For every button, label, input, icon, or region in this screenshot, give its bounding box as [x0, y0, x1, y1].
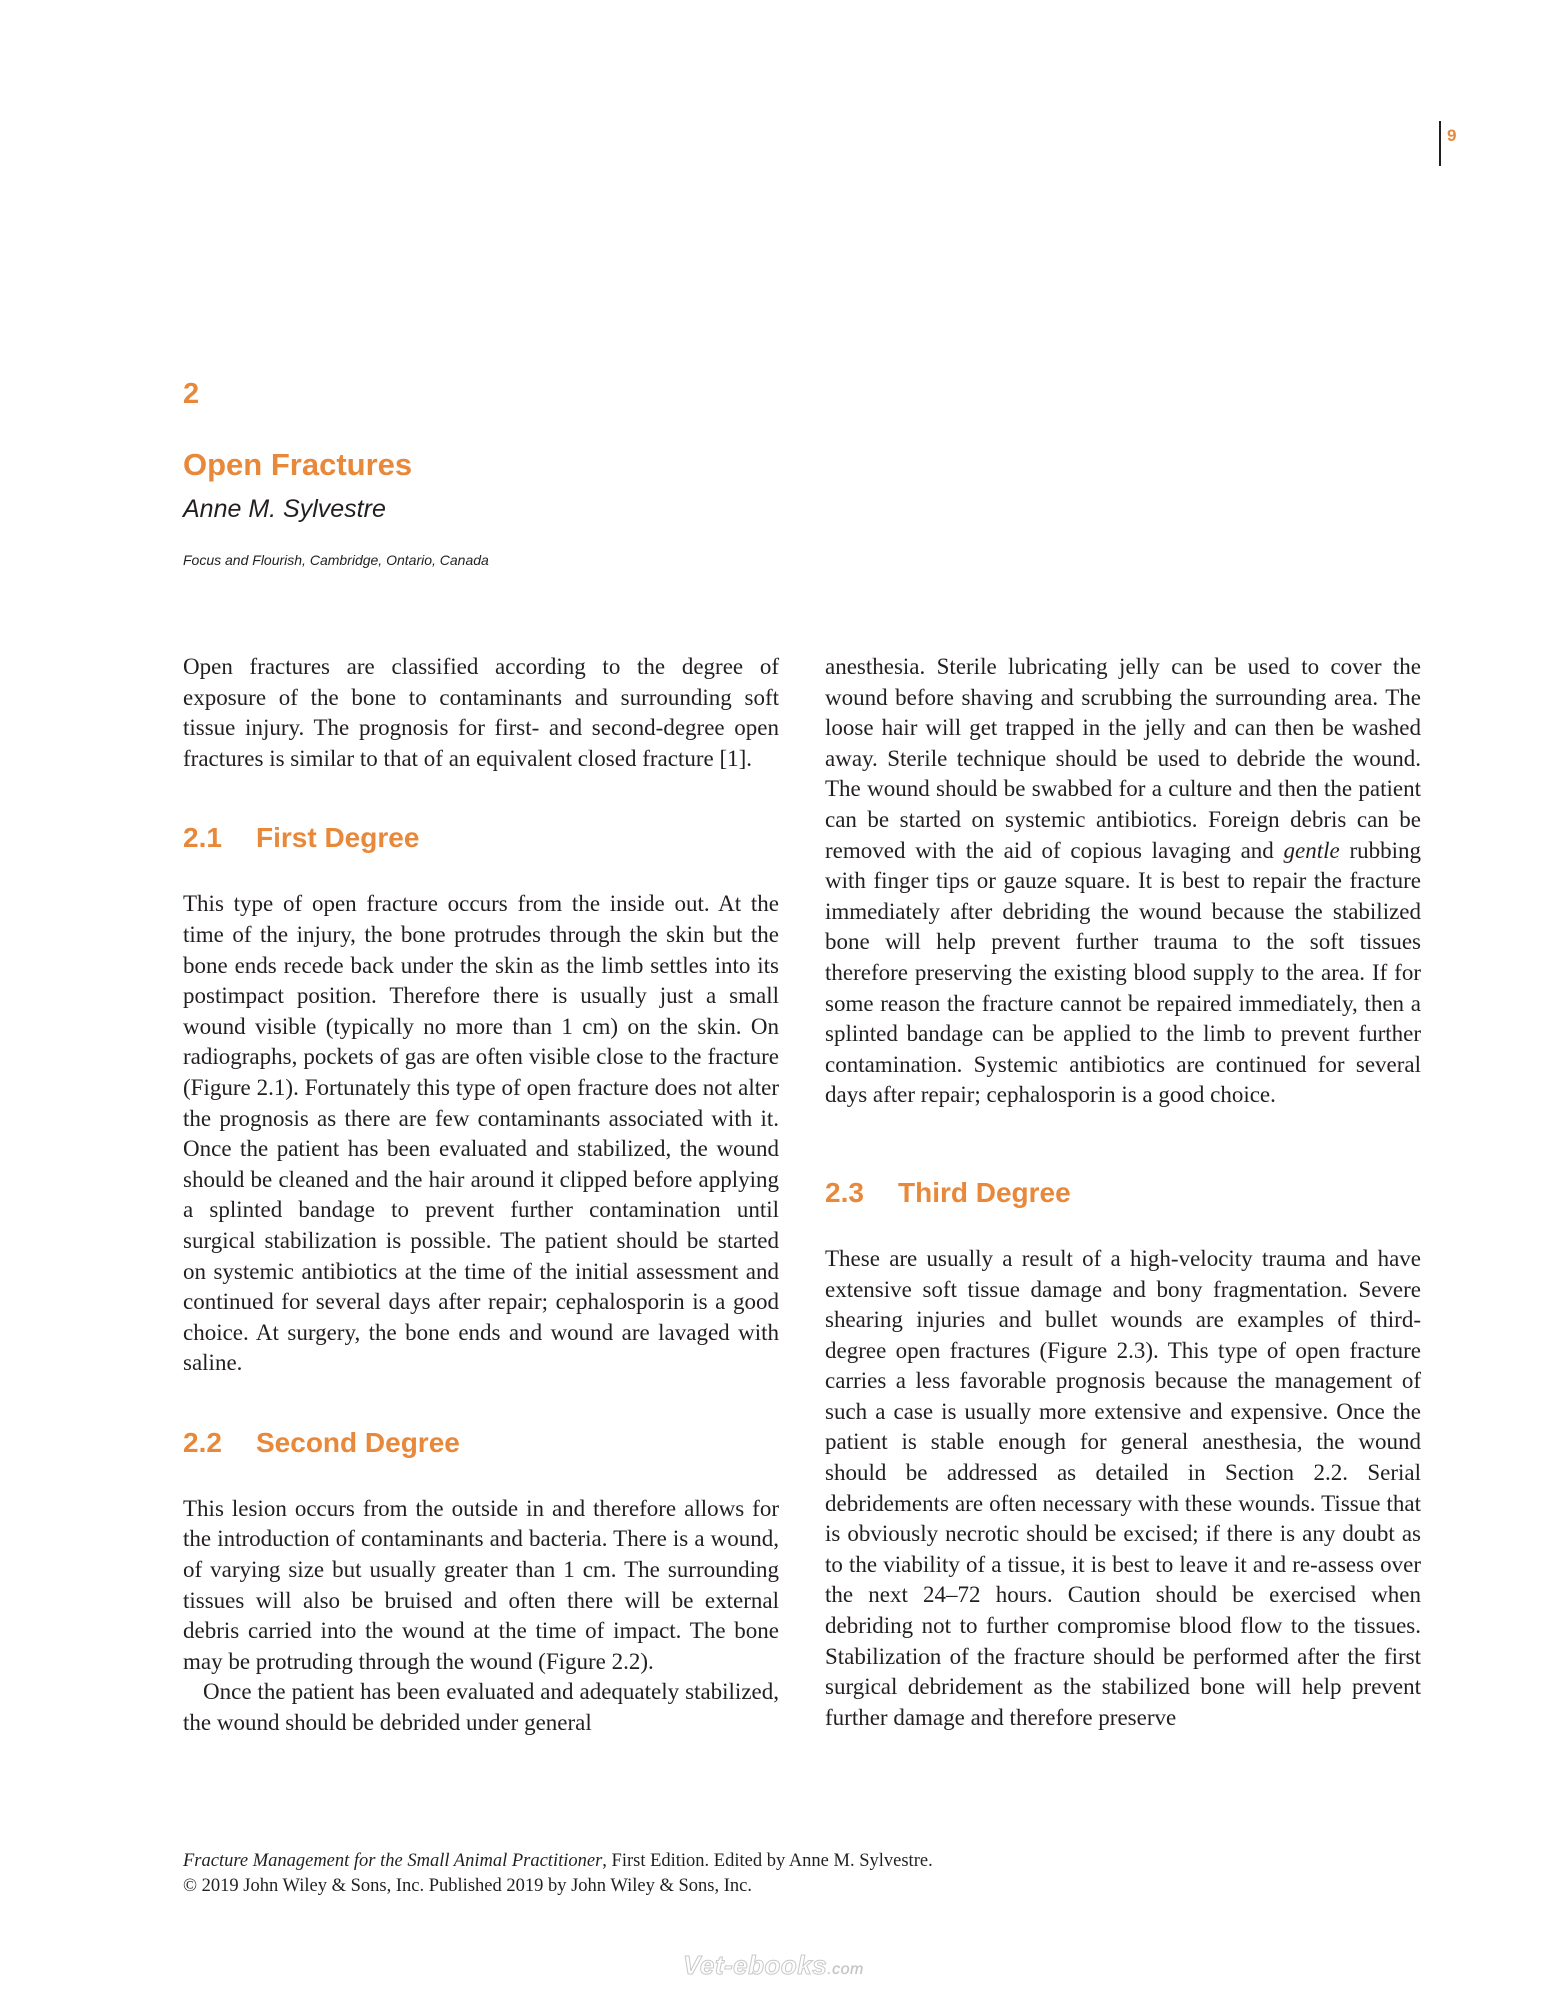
section-heading-2-1 — [183, 822, 779, 854]
watermark-suffix: .com — [827, 1961, 864, 1978]
section-title: First Degree — [256, 822, 420, 854]
section-title: Second Degree — [256, 1426, 460, 1458]
footer-citation-line — [183, 1849, 1383, 1874]
watermark-logo — [683, 1950, 864, 1981]
copyright-footer — [183, 1849, 1383, 1899]
chapter-number: 2 — [183, 378, 200, 410]
author-affiliation: Focus and Flourish, Cambridge, Ontario, Canada — [183, 552, 489, 568]
section-2-2-paragraph-1: This lesion occurs from the outside in and therefore allows for the introduction of contaminants and bacteria. There is a wound, of varying size but usually greater than 1 cm. The surrounding tissues will also be bruised and often there will be external debris carried into the wound at the time of impact. The bone may be protruding through the wound (Figure 2.2). — [183, 1495, 779, 1674]
footer-edition: , First Edition. Edited by Anne M. Sylvestre. — [602, 1851, 933, 1871]
intro-paragraph: Open fractures are classified according to the degree of exposure of the bone to contaminants and surrounding soft tissue injury. The prognosis for first- and second-degree open fractures is similar to that of an equivalent closed fracture [1]. — [183, 654, 779, 771]
section-title: Third Degree — [898, 1176, 1071, 1208]
section-number: 2.3 — [825, 1176, 864, 1208]
chapter-title: Open Fractures — [183, 447, 413, 482]
footer-copyright-line: © 2019 John Wiley & Sons, Inc. Published 2019 by John Wiley & Sons, Inc. — [183, 1876, 752, 1896]
section-heading-2-3 — [825, 1177, 1421, 1209]
section-number: 2.1 — [183, 822, 222, 854]
continued-text-a: anesthesia. Sterile lubricating jelly can be used to cover the wound before shaving and scrubbing the surrounding area. The loose hair will get trapped in the jelly and can then be washed away. Sterile technique should be used to debride the wound. The wound should be swabbed for a culture and then the patient can be started on systemic antibiotics. Foreign debris can be removed with the aid of copious lavaging and — [825, 654, 1421, 863]
section-heading-2-2 — [183, 1427, 779, 1459]
section-number: 2.2 — [183, 1426, 222, 1458]
emphasis-gentle: gentle — [1283, 837, 1340, 863]
chapter-author: Anne M. Sylvestre — [183, 495, 386, 523]
footer-book-title: Fracture Management for the Small Animal Practitioner — [183, 1851, 603, 1871]
section-2-3-paragraph: These are usually a result of a high-velocity trauma and have extensive soft tissue damage and bony fragmentation. Severe shearing injuries and bullet wounds are examples of third-degree open fractures (Figure 2.3). This type of open fracture carries a less favorable prognosis because the management of such a case is usually more extensive and expensive. Once the patient is stable enough for general anesthesia, the wound should be addressed as detailed in Section 2.2. Serial debridements are often necessary with these wounds. Tissue that is obviously necrotic should be excised; if there is any doubt as to the viability of a tissue, it is best to leave it and re-assess over the next 24–72 hours. Caution should be exercised when debriding not to further compromise blood flow to the tissues. Stabilization of the fracture should be performed after the first surgical debridement as the stabilized bone will help prevent further damage and therefore preserve — [825, 1245, 1421, 1730]
left-column — [183, 652, 779, 1739]
watermark-main: Vet-ebooks — [683, 1950, 828, 1980]
section-2-1-paragraph: This type of open fracture occurs from the inside out. At the time of the injury, the bone protrudes through the skin but the bone ends recede back under the skin as the limb settles into its postimpact position. Therefore there is usually just a small wound visible (typically no more than 1 cm) on the skin. On radiographs, pockets of gas are often visible close to the fracture (Figure 2.1). Fortunately this type of open fracture does not alter the prognosis as there are few contaminants associated with it. Once the patient has been evaluated and stabilized, the wound should be cleaned and the hair around it clipped before applying a splinted bandage to prevent further contamination until surgical stabilization is possible. The patient should be started on systemic antibiotics at the time of the initial assessment and continued for several days after repair; cephalosporin is a good choice. At surgery, the bone ends and wound are lavaged with saline. — [183, 891, 779, 1376]
continued-text-b: rubbing with finger tips or gauze square. It is best to repair the fracture immediately after debriding the wound because the stabilized bone will help prevent further trauma to the soft tissues therefore preserving the existing blood supply to the area. If for some reason the fracture cannot be repaired immediately, then a splinted bandage can be applied to the limb to prevent further contamination. Systemic antibiotics are continued for several days after repair; cephalosporin is a good choice. — [825, 837, 1421, 1108]
page-number: 9 — [1447, 126, 1457, 145]
right-column — [825, 652, 1421, 1733]
page-number-rule — [1439, 121, 1441, 166]
section-2-2-paragraph-2: Once the patient has been evaluated and adequately stabilized, the wound should be debrided under general — [183, 1679, 779, 1736]
section-2-2-continued-paragraph — [825, 652, 1421, 1111]
